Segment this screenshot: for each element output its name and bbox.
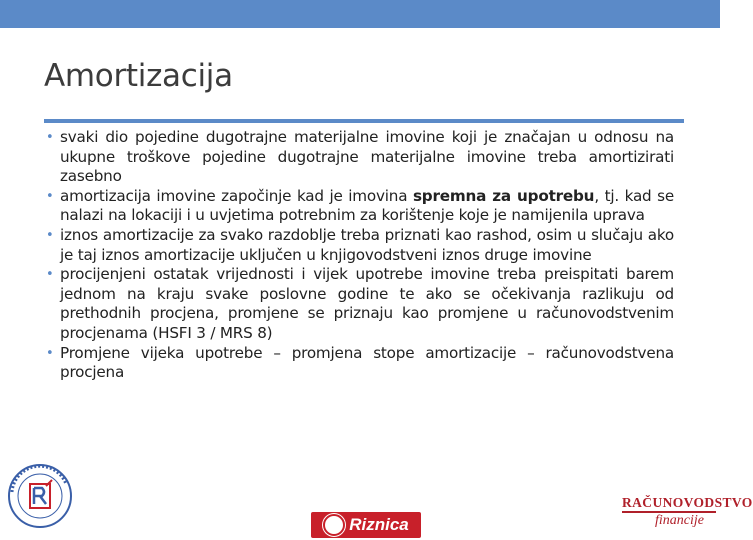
racunovodstvo-logo (622, 495, 753, 539)
bullet-item (44, 344, 674, 383)
bullet-text: procijenjeni ostatak vrijednosti i vijek upotrebe imovine treba preispitati barem jednom na kraju svake poslovne godine te ako se očekivanja razlikuju od prethodnih procjena, promjene se priznaju kao promjene u računovodstvenim procjenama (HSFI 3 / MRS 8) (60, 265, 674, 342)
bullet-dot-icon: • (46, 267, 54, 283)
slide-body (44, 128, 674, 383)
bullet-item (44, 187, 674, 226)
top-accent-bar (0, 0, 720, 28)
racunovodstvo-logo-line1: RAČUNOVODSTVO (622, 495, 716, 513)
bullet-text-continued: , tj. kad se nalazi na lokaciji i u uvjetima potrebnim za korištenje koje je namijenila uprava (60, 186, 674, 225)
bullet-list (44, 128, 674, 383)
bullet-text: svaki dio pojedine dugotrajne materijalne imovine koji je značajan u odnosu na ukupne troškove pojedine dugotrajne materijalne imovine treba amortizirati zasebno (60, 128, 674, 186)
bullet-emphasis: spremna za upotrebu (412, 186, 595, 205)
bullet-text: Promjene vijeka upotrebe – promjena stope amortizacije – računovodstvena procjena (60, 343, 674, 382)
bullet-item (44, 226, 674, 265)
bullet-dot-icon: • (46, 188, 54, 204)
riznica-emblem-icon (323, 514, 345, 536)
riznica-logo (311, 512, 421, 538)
title-divider (44, 119, 684, 123)
bullet-text: iznos amortizacije za svako razdoblje treba priznati kao rashod, osim u slučaju ako je taj iznos amortizacije uključen u knjigovodstveni iznos druge imovine (60, 225, 674, 264)
riznica-logo-text: Riznica (349, 515, 409, 534)
racunovodstvo-logo-line2: financije (655, 513, 704, 528)
bullet-text: amortizacija imovine započinje kad je imovina (60, 186, 413, 205)
bullet-dot-icon: • (46, 345, 54, 361)
slide-title: Amortizacija (44, 58, 233, 94)
bullet-item (44, 265, 674, 343)
bullet-dot-icon: • (46, 130, 54, 145)
institution-seal-logo (6, 462, 74, 530)
bullet-dot-icon: • (46, 227, 54, 243)
bullet-item (44, 128, 674, 187)
